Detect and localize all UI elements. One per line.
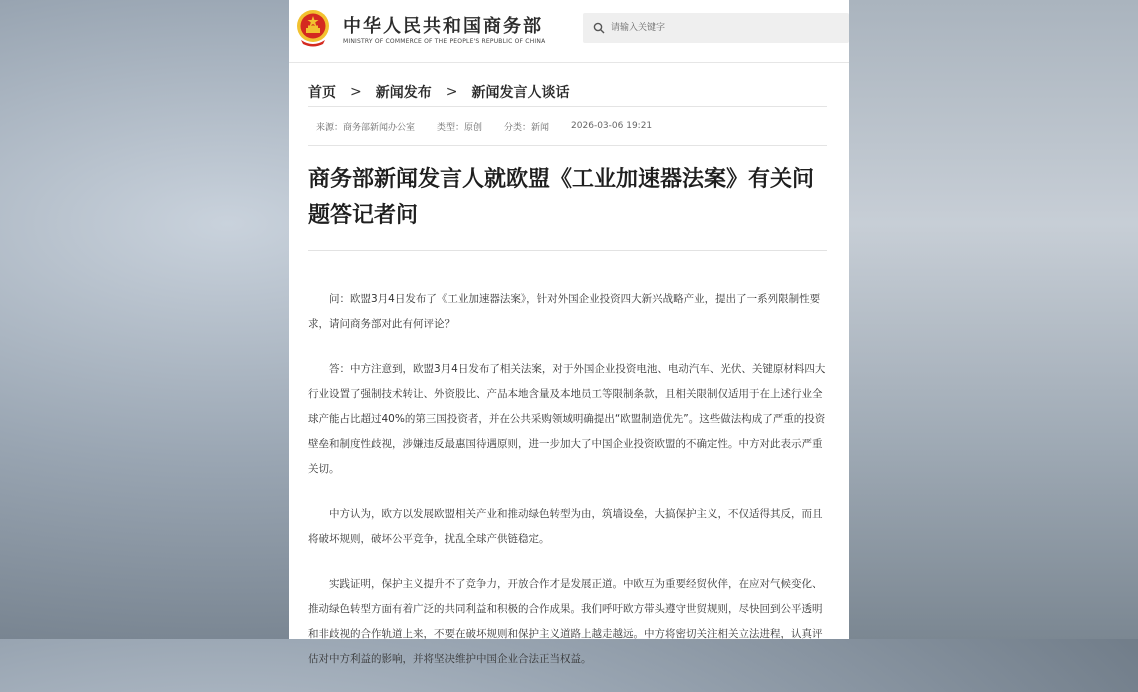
meta-source: 来源：商务部新闻办公室 [316,122,416,133]
breadcrumb-separator: > [445,84,458,100]
webpage [289,0,849,665]
paragraph-question: 问：欧盟3月4日发布了《工业加速器法案》，针对外国企业投资四大新兴战略产业，提出了一系列限制性要求，请问商务部对此有何评论？ [308,293,821,330]
meta-datetime: 2026-03-06 19:21 [571,121,653,131]
article-title: 商务部新闻发言人就欧盟《工业加速器法案》有关问题答记者问 [308,167,815,228]
paragraph-conclusion: 实践证明，保护主义提升不了竞争力，开放合作才是发展正道。中欧互为重要经贸伙伴，在应对气候变化、推动绿色转型方面有着广泛的共同利益和积极的合作成果。我们呼吁欧方带头遵守世贸规则，尽快回到公平透明和非歧视的合作轨道上来，不要在破坏规则和保护主义道路上越走越远。中方将密切关注相关立法进程，认真评估对中方利益的影响，并将坚决维护中国企业合法正当权益。 [308,578,823,665]
breadcrumb-item-home[interactable]: 首页 [308,85,336,101]
breadcrumb [308,80,569,104]
breadcrumb-item-news-release[interactable]: 新闻发布 [375,85,432,101]
search-box[interactable] [583,13,849,43]
divider [308,250,827,251]
site-header [289,0,849,63]
paragraph-view: 中方认为，欧方以发展欧盟相关产业和推动绿色转型为由，筑墙设垒，大搞保护主义，不仅适得其反，而且将破坏规则，破坏公平竞争，扰乱全球产供链稳定。 [308,508,823,545]
paragraph-answer: 答：中方注意到，欧盟3月4日发布了相关法案，对于外国企业投资电池、电动汽车、光伏、关键原材料四大行业设置了强制技术转让、外资股比、产品本地含量及本地员工等限制条款，且相关限制仅适用于在上述行业全球产能占比超过40%的第三国投资者，并在公共采购领域明确提出“欧盟制造优先”。这些做法构成了严重的投资壁垒和制度性歧视，涉嫌违反最惠国待遇原则，进一步加大了中国企业投资欧盟的不确定性。中方对此表示严重关切。 [308,363,826,475]
article-meta [308,106,827,146]
breadcrumb-separator: > [350,84,362,100]
breadcrumb-item-spokesperson[interactable]: 新闻发言人谈话 [471,85,570,101]
site-subtitle: MINISTRY OF COMMERCE OF THE PEOPLE'S REPUBLIC OF CHINA [343,38,546,45]
search-icon[interactable] [593,22,605,34]
national-emblem-icon[interactable] [295,8,331,48]
meta-category: 分类：新闻 [504,122,550,133]
article-body [308,287,828,692]
meta-type: 类型：原创 [437,122,483,133]
search-input[interactable] [611,13,841,43]
background-right [849,0,1138,639]
site-title[interactable]: 中华人民共和国商务部 [343,16,543,37]
